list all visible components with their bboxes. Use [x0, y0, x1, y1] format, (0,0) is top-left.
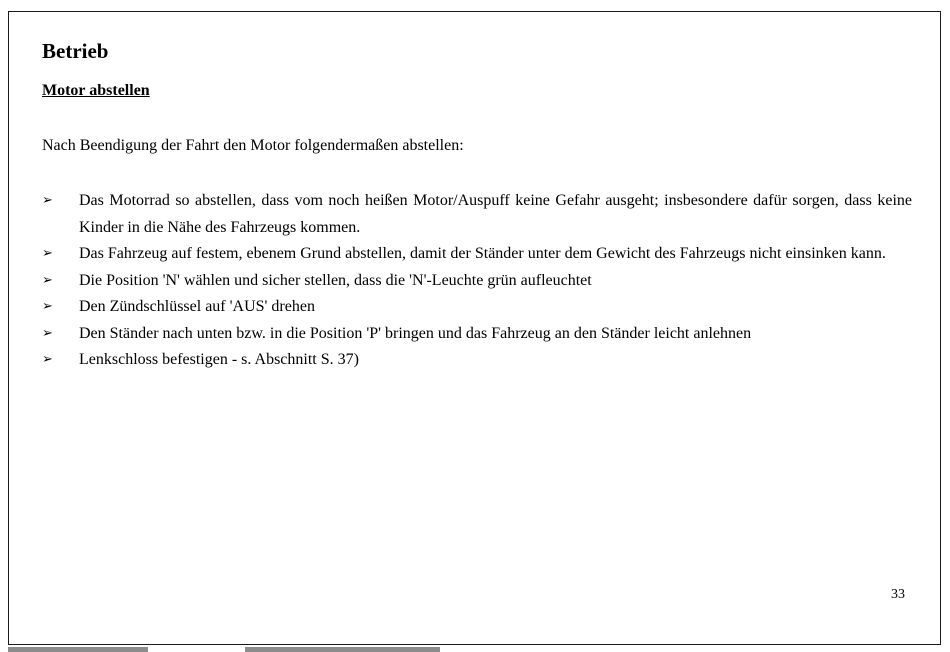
bottom-bar-segment	[8, 647, 148, 652]
step-text: Das Fahrzeug auf festem, ebenem Grund abstellen, damit der Ständer unter dem Gewicht des Fahrzeugs nicht einsinken kann.	[79, 245, 886, 262]
steps-list	[42, 188, 912, 374]
bottom-bar-segment	[245, 647, 440, 652]
step-text: Den Zündschlüssel auf 'AUS' drehen	[79, 298, 315, 315]
page-number: 33	[891, 587, 905, 602]
step-text: Den Ständer nach unten bzw. in die Position 'P' bringen und das Fahrzeug an den Ständer leicht anlehnen	[79, 324, 752, 342]
list-item	[42, 268, 912, 295]
list-item	[42, 188, 912, 241]
arrowhead-bullet-icon: ➢	[42, 325, 53, 341]
step-text: Lenkschloss befestigen - s. Abschnitt S. 37)	[79, 351, 359, 368]
list-item	[42, 321, 912, 348]
section-heading: Betrieb	[42, 39, 109, 63]
step-text: Die Position 'N' wählen und sicher stellen, dass die 'N'-Leuchte grün aufleuchtet	[79, 271, 592, 289]
step-text: Das Motorrad so abstellen, dass vom noch heißen Motor/Auspuff keine Gefahr ausgeht; insbesondere dafür sorgen, dass keine Kinder in die Nähe des Fahrzeugs kommen.	[79, 192, 912, 236]
arrowhead-bullet-icon: ➢	[42, 272, 53, 288]
intro-text: Nach Beendigung der Fahrt den Motor folgendermaßen abstellen:	[42, 137, 464, 154]
page-frame	[8, 11, 941, 645]
list-item	[42, 347, 912, 374]
arrowhead-bullet-icon: ➢	[42, 246, 53, 261]
list-item	[42, 294, 912, 321]
list-item	[42, 241, 912, 268]
arrowhead-bullet-icon: ➢	[42, 299, 53, 314]
arrowhead-bullet-icon: ➢	[42, 193, 53, 208]
arrowhead-bullet-icon: ➢	[42, 352, 53, 367]
section-subheading: Motor abstellen	[42, 82, 150, 99]
